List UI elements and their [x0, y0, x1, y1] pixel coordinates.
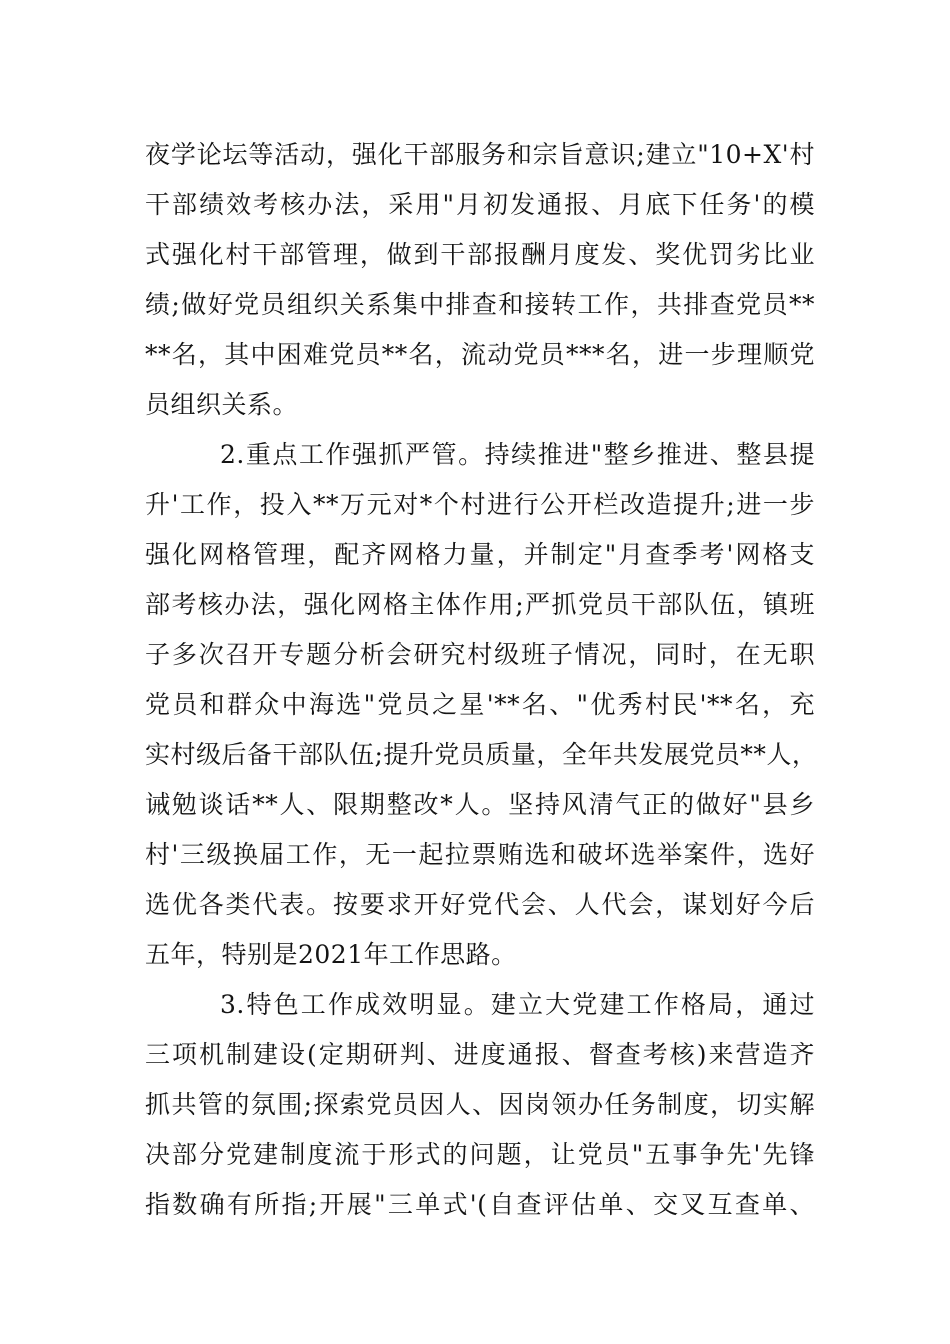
text-line: 子多次召开专题分析会研究村级班子情况，同时，在无职	[145, 640, 815, 669]
text-line: 党员和群众中海选"党员之星'**名、"优秀村民'**名，充	[145, 690, 815, 719]
text-line: 选优各类代表。按要求开好党代会、人代会，谋划好今后	[145, 890, 815, 919]
text-line: 诫勉谈话**人、限期整改*人。坚持风清气正的做好"县乡	[145, 790, 815, 819]
paragraph-2	[145, 430, 818, 980]
text-line: 部考核办法，强化网格主体作用;严抓党员干部队伍，镇班	[145, 590, 815, 619]
text-line: 绩;做好党员组织关系集中排查和接转工作，共排查党员**	[145, 290, 815, 319]
text-line: 村'三级换届工作，无一起拉票贿选和破坏选举案件，选好	[145, 840, 815, 869]
paragraph-3	[145, 980, 815, 1230]
text-line: 实村级后备干部队伍;提升党员质量，全年共发展党员**人，	[145, 740, 818, 769]
text-line: 干部绩效考核办法，采用"月初发通报、月底下任务'的模	[145, 190, 815, 219]
text-line: 夜学论坛等活动，强化干部服务和宗旨意识;建立"10+X'村	[145, 140, 815, 169]
document-body	[145, 130, 818, 1230]
text-line: 强化网格管理，配齐网格力量，并制定"月查季考'网格支	[145, 540, 815, 569]
text-line: 员组织关系。	[145, 390, 299, 419]
paragraph-1	[145, 130, 815, 430]
text-line: 2.重点工作强抓严管。持续推进"整乡推进、整县提	[220, 440, 815, 469]
text-line: 3.特色工作成效明显。建立大党建工作格局，通过	[220, 990, 815, 1019]
text-line: 三项机制建设(定期研判、进度通报、督查考核)来营造齐	[145, 1040, 815, 1069]
text-line: 五年，特别是2021年工作思路。	[145, 940, 517, 969]
text-line: 决部分党建制度流于形式的问题，让党员"五事争先'先锋	[145, 1140, 815, 1169]
text-line: 式强化村干部管理，做到干部报酬月度发、奖优罚劣比业	[145, 240, 815, 269]
text-line: 升'工作，投入**万元对*个村进行公开栏改造提升;进一步	[145, 490, 815, 519]
text-line: 指数确有所指;开展"三单式'(自查评估单、交叉互查单、	[145, 1190, 815, 1219]
text-line: **名，其中困难党员**名，流动党员***名，进一步理顺党	[145, 340, 815, 369]
text-line: 抓共管的氛围;探索党员因人、因岗领办任务制度，切实解	[145, 1090, 815, 1119]
